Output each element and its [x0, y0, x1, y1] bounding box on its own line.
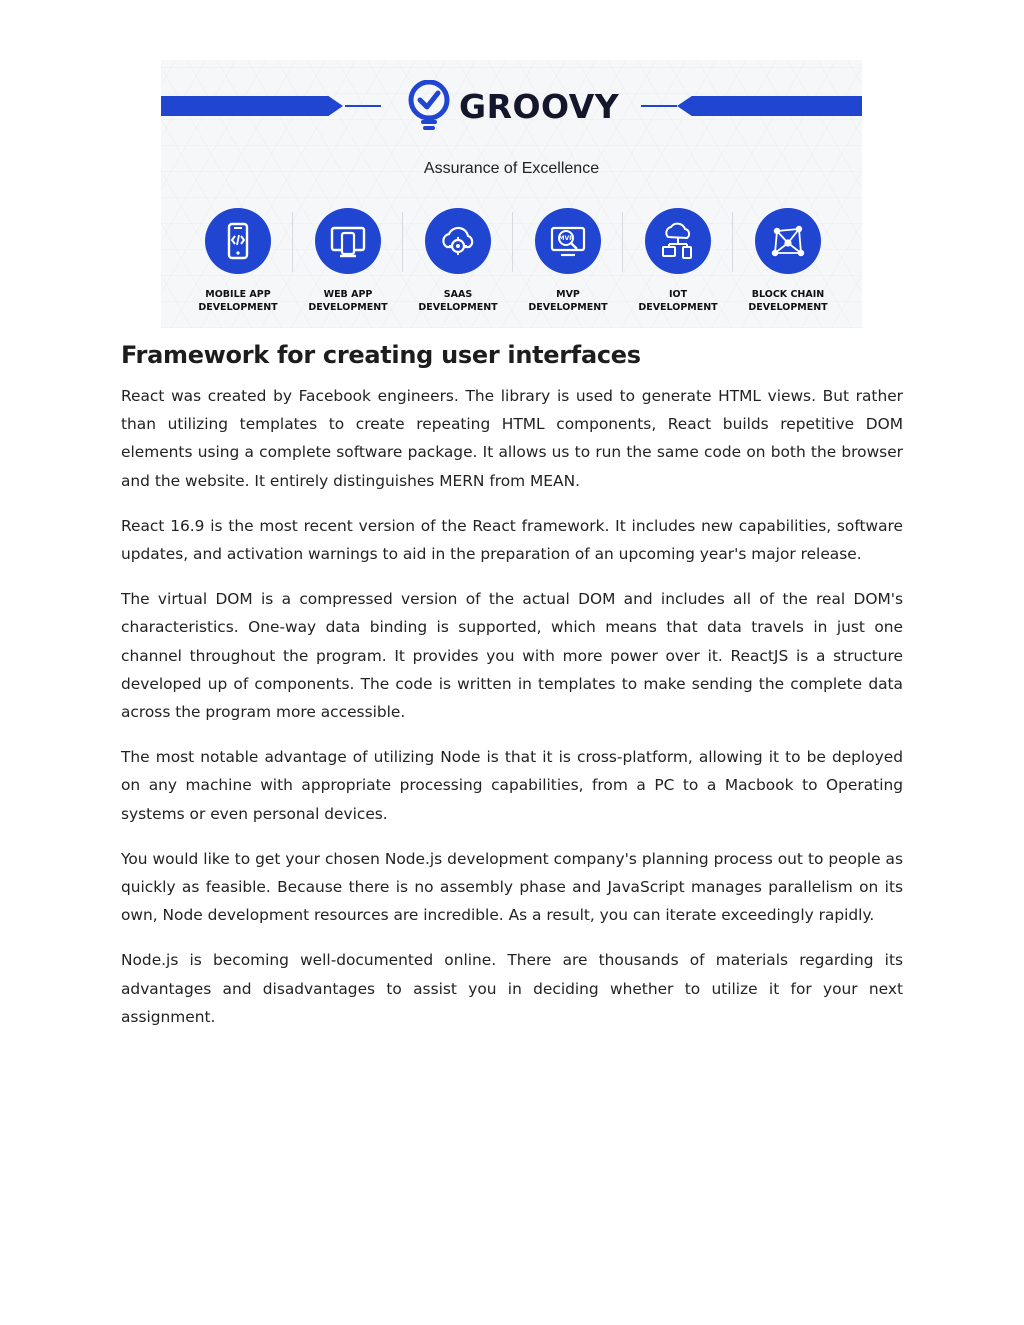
- groovy-banner: [161, 60, 862, 328]
- service-iot: [623, 208, 733, 318]
- service-label-line1: WEB APP: [323, 289, 373, 300]
- banner-bar-left: [161, 96, 343, 116]
- paragraph: The most notable advantage of utilizing Node is that it is cross-platform, allowing it to be deployed on any machine with appropriate processing capabilities, from a PC to a Macbook to Operating systems or even personal devices.: [121, 748, 903, 823]
- paragraph: You would like to get your chosen Node.js development company's planning process out to people as quickly as feasible. Because there is no assembly phase and JavaScript manages parallelism on its own, Node development resources are incredible. As a result, you can iterate exceedingly rapidly.: [121, 849, 903, 925]
- paragraph: The virtual DOM is a compressed version of the actual DOM and includes all of the real DOM's characteristics. One-way data binding is supported, which means that data travels in just one channel throughout the program. It provides you with more power over it. ReactJS is a structure developed up of components. The code is written in templates to make sending the complete data across the program more accessible.: [121, 590, 903, 722]
- service-blockchain: [733, 208, 843, 318]
- services-row: [183, 208, 843, 318]
- tagline: Assurance of Excellence: [423, 160, 600, 177]
- service-label-line1: SAAS: [443, 289, 473, 300]
- service-label-line1: BLOCK CHAIN: [751, 289, 825, 300]
- service-label-line1: MOBILE APP: [205, 289, 271, 300]
- banner-line-left: [345, 105, 381, 107]
- banner-line-right: [641, 105, 677, 107]
- service-label-line2: DEVELOPMENT: [748, 302, 828, 313]
- banner-bar-right: [677, 96, 862, 116]
- iot-cloud-icon: [657, 221, 699, 261]
- article: [121, 336, 903, 1048]
- service-label-line1: MVP: [556, 289, 580, 300]
- service-label-line2: DEVELOPMENT: [308, 302, 388, 313]
- paragraph: Node.js is becoming well-documented online. There are thousands of materials regarding its advantages and disadvantages to assist you in deciding whether to utilize it for your next assignment.: [121, 951, 903, 1026]
- mobile-code-icon: [218, 221, 258, 261]
- service-label-line2: DEVELOPMENT: [198, 302, 278, 313]
- groovy-logo: [407, 80, 619, 132]
- cloud-gear-icon: [437, 221, 479, 261]
- service-label-line1: IOT: [668, 289, 688, 300]
- article-title: Framework for creating user interfaces: [121, 341, 641, 369]
- service-saas: [403, 208, 513, 318]
- mvp-monitor-icon: [547, 221, 589, 261]
- brand-name: GROOVY: [459, 86, 620, 126]
- blockchain-network-icon: [767, 221, 809, 261]
- check-bulb-icon: [407, 80, 451, 132]
- service-label-line2: DEVELOPMENT: [638, 302, 718, 313]
- paragraph: React 16.9 is the most recent version of the React framework. It includes new capabilities, software updates, and activation warnings to aid in the preparation of an upcoming year's major release.: [121, 516, 903, 564]
- mvp-text: MVP: [558, 235, 574, 242]
- web-app-icon: [328, 221, 368, 261]
- service-web-app: [293, 208, 403, 318]
- service-label-line2: DEVELOPMENT: [418, 302, 498, 313]
- paragraph: React was created by Facebook engineers. The library is used to generate HTML views. But rather than utilizing templates to create repeating HTML components, React builds repetitive DOM elements using a complete software package. It allows us to run the same code on both the browser and the website. It entirely distinguishes MERN from MEAN.: [121, 387, 903, 490]
- service-mvp: [513, 208, 623, 318]
- service-mobile-app: [183, 208, 293, 318]
- service-label-line2: DEVELOPMENT: [528, 302, 608, 313]
